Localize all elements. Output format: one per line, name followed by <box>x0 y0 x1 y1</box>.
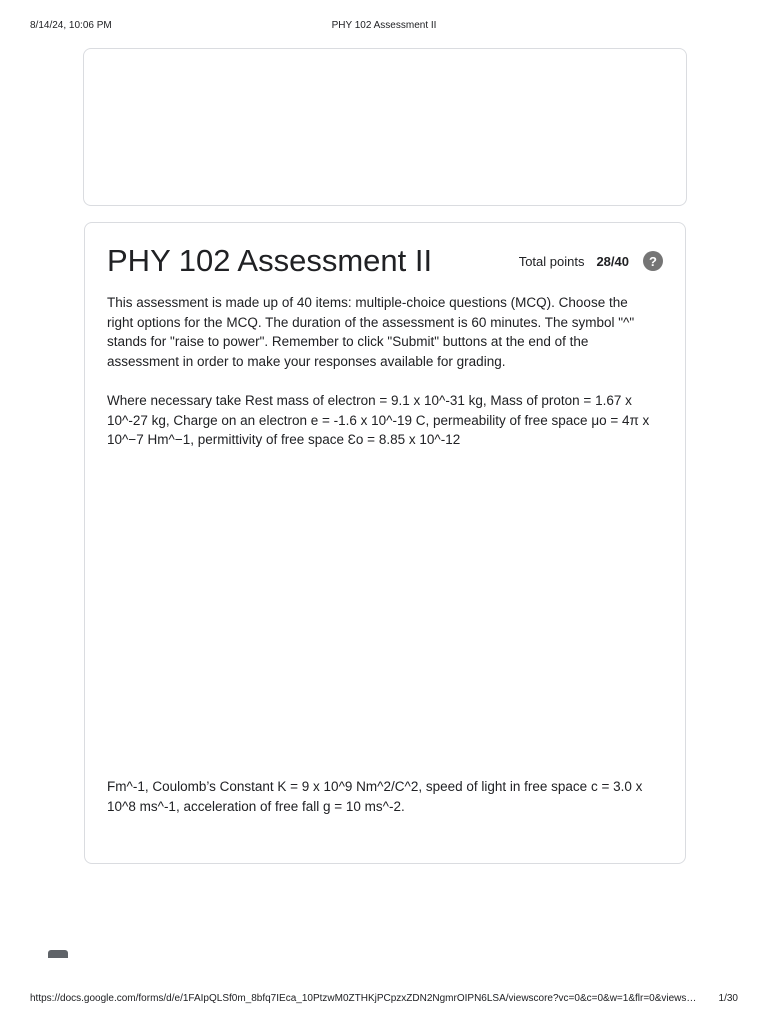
constants-continuation-paragraph: Fm^-1, Coulomb’s Constant K = 9 x 10^9 Nm^2/C^2, speed of light in free space c = 3.0 x 10^8 ms^-1, acceleration of free fall g = 10 ms^-2. <box>107 779 643 814</box>
print-url: https://docs.google.com/forms/d/e/1FAIpQLSf0m_8bfq7IEca_10PtzwM0ZTHKjPCpzxZDN2NgmrOIPN6LSA/viewscore?vc=0&c=0&w=1&flr=0&views… <box>30 993 697 1004</box>
total-points <box>519 249 663 273</box>
print-page-title: PHY 102 Assessment II <box>331 20 437 31</box>
form-description-paragraph: This assessment is made up of 40 items: multiple-choice questions (MCQ). Choose the right options for the MCQ. The duration of the assessment is 60 minutes. The symbol "^" stands for "raise to power". Remember to click "Submit" buttons at the end of the assessment in order to make your responses available for grading. <box>107 295 635 369</box>
print-datetime: 8/14/24, 10:06 PM <box>30 20 112 31</box>
form-title: PHY 102 Assessment II <box>107 243 433 278</box>
help-circle-icon[interactable]: ? <box>643 251 663 271</box>
total-points-value: 28/40 <box>596 253 629 269</box>
form-info-card <box>84 222 686 864</box>
print-page-number: 1/30 <box>718 993 738 1004</box>
page-edge-marker <box>48 950 68 958</box>
total-points-label: Total points <box>518 253 585 269</box>
constants-paragraph: Where necessary take Rest mass of electron = 9.1 x 10^-31 kg, Mass of proton = 1.67 x 10^-27 kg, Charge on an electron e = -1.6 x 10^-19 C, permeability of free space μo = 4π x 10^−7 Hm^−1, permittivity of free space Ɛo = 8.85 x 10^-12 <box>107 393 650 447</box>
print-footer <box>0 993 768 1007</box>
header-banner-card <box>83 48 687 206</box>
print-header <box>0 20 768 34</box>
